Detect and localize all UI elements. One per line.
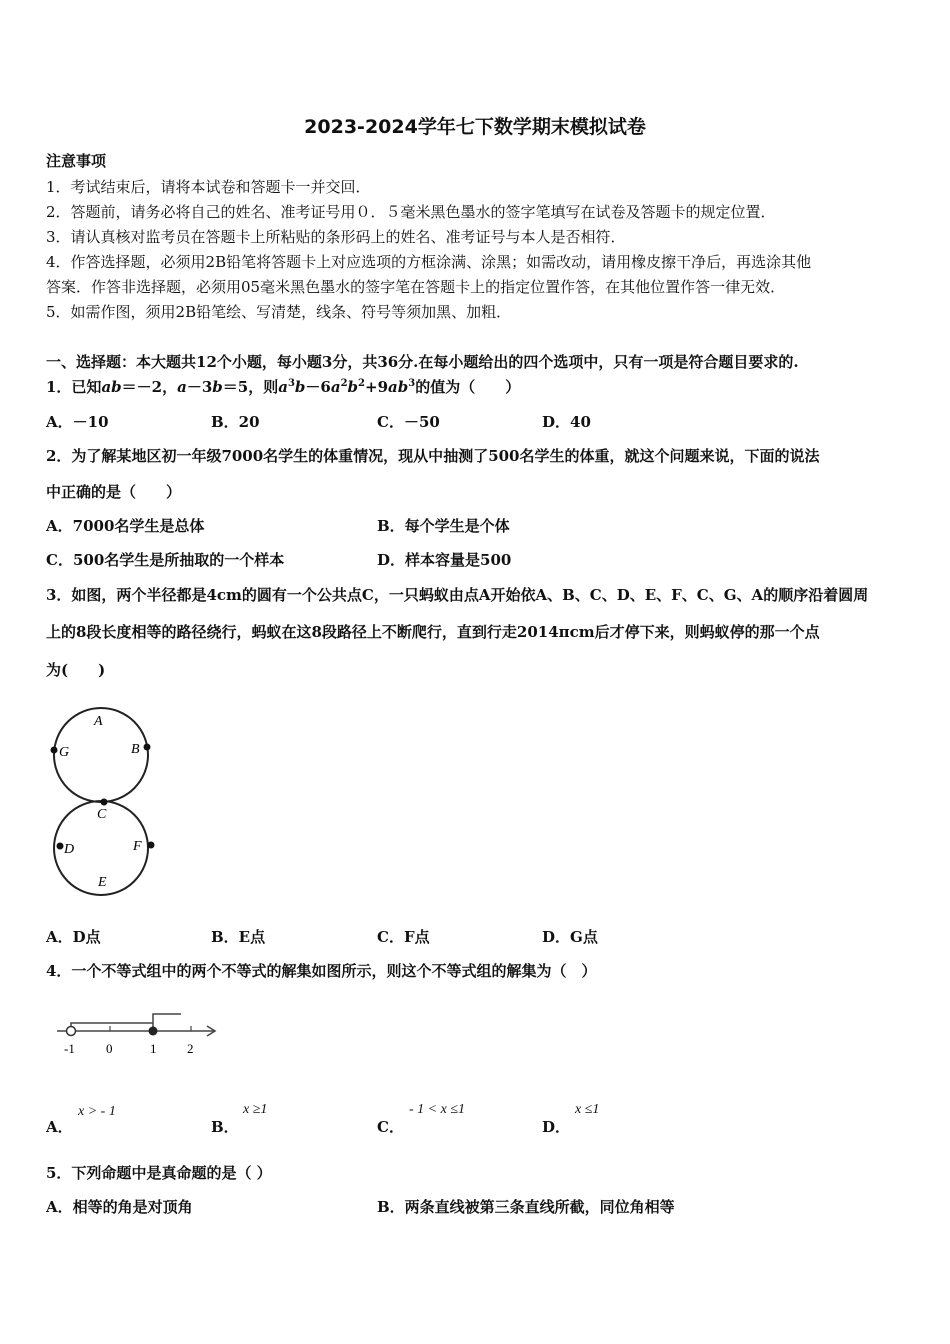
note-3: 3．请认真核对监考员在答题卡上所粘贴的条形码上的姓名、准考证号与本人是否相符． (46, 228, 626, 246)
q2-stem-line1: 2．为了解某地区初一年级7000名学生的体重情况，现从中抽测了500名学生的体重，就这个问题来说，下面的说法 (46, 447, 820, 465)
q4-option-d-letter: D． (542, 1118, 571, 1136)
q3-option-a: A．D点 (46, 928, 101, 946)
number-line-figure (55, 1008, 225, 1063)
solution-ray-right (71, 1023, 153, 1031)
q2-option-b: B．每个学生是个体 (377, 517, 510, 535)
closed-point-1 (149, 1027, 158, 1036)
q4-option-c-value: - 1 < x ≤1 (409, 1102, 466, 1117)
notes-heading: 注意事项 (46, 152, 107, 170)
q3-option-c: C．F点 (377, 928, 430, 946)
label-e: E (98, 875, 107, 890)
q4-option-d-value: x ≤1 (575, 1102, 600, 1117)
label-g: G (59, 745, 70, 760)
q1-stem: 1．已知ab＝－2，a－3b＝5，则$a^3b-6a^2b^2+9ab^3$的值为（ ） (46, 378, 521, 396)
q4-option-c-letter: C． (377, 1118, 404, 1136)
q1-option-d: D．40 (542, 413, 591, 431)
q4-option-a-letter: A． (46, 1118, 73, 1136)
q4-option-a-value: x > - 1 (78, 1104, 116, 1119)
q4-stem: 4．一个不等式组中的两个不等式的解集如图所示，则这个不等式组的解集为（ ） (46, 962, 597, 980)
note-4: 4．作答选择题，必须用2B铅笔将答题卡上对应选项的方框涂满、涂黑；如需改动，请用橡皮擦干净后，再选涂其他 (46, 253, 812, 271)
q1-option-b: B．20 (211, 413, 260, 431)
axis-label-1: 1 (150, 1041, 157, 1056)
q3-stem-line1: 3．如图，两个半径都是4cm的圆有一个公共点C，一只蚂蚁由点A开始依A、B、C、D、E、F、C、G、A的顺序沿着圆周 (46, 586, 869, 604)
solution-ray-left (153, 1014, 181, 1031)
label-a: A (94, 714, 103, 729)
note-1: 1．考试结束后，请将本试卷和答题卡一并交回． (46, 178, 371, 196)
q1-option-c: C．－50 (377, 413, 440, 431)
q4-option-b-value: x ≥1 (243, 1102, 268, 1117)
q3-stem-line2: 上的8段长度相等的路径绕行，蚂蚁在这8段路径上不断爬行，直到行走2014πcm后才停下来，则蚂蚁停的那一个点 (46, 623, 820, 641)
note-4-cont: 答案．作答非选择题，必须用05毫米黑色墨水的签字笔在答题卡上的指定位置作答，在其他位置作答一律无效． (46, 278, 786, 296)
q2-option-d: D．样本容量是500 (377, 551, 512, 569)
note-5: 5．如需作图，须用2B铅笔绘、写清楚，线条、符号等须加黑、加粗． (46, 303, 512, 321)
q5-option-a: A．相等的角是对顶角 (46, 1198, 193, 1216)
label-d: D (64, 842, 75, 857)
point-b (144, 744, 151, 751)
label-f: F (133, 839, 142, 854)
q2-option-c: C．500名学生是所抽取的一个样本 (46, 551, 285, 569)
q3-option-d: D．G点 (542, 928, 598, 946)
open-point-minus1 (67, 1027, 76, 1036)
point-c (101, 799, 108, 806)
q1-option-a: A．－10 (46, 413, 109, 431)
q3-stem-line3: 为( ) (46, 661, 106, 679)
two-circles-figure (40, 700, 170, 905)
q5-stem: 5．下列命题中是真命题的是（ ） (46, 1164, 272, 1182)
label-b: B (131, 742, 140, 757)
section-heading: 一、选择题：本大题共12个小题，每小题3分，共36分.在每小题给出的四个选项中，只有一项是符合题目要求的. (46, 353, 799, 371)
q3-option-b: B．E点 (211, 928, 266, 946)
axis-label-2: 2 (187, 1041, 194, 1056)
point-g (51, 747, 58, 754)
axis-label-0: 0 (106, 1041, 113, 1056)
note-2: 2．答题前，请务必将自己的姓名、准考证号用０．５毫米黑色墨水的签字笔填写在试卷及答题卡的规定位置． (46, 203, 776, 221)
label-c: C (97, 807, 107, 822)
q2-stem-line2: 中正确的是（ ） (46, 483, 182, 501)
page-title: 2023-2024学年七下数学期末模拟试卷 (304, 116, 646, 138)
q5-option-b: B．两条直线被第三条直线所截，同位角相等 (377, 1198, 675, 1216)
point-d (57, 843, 64, 850)
point-f (148, 842, 155, 849)
q4-option-b-letter: B． (211, 1118, 239, 1136)
q2-option-a: A．7000名学生是总体 (46, 517, 205, 535)
axis-label-minus1: -1 (64, 1041, 75, 1056)
